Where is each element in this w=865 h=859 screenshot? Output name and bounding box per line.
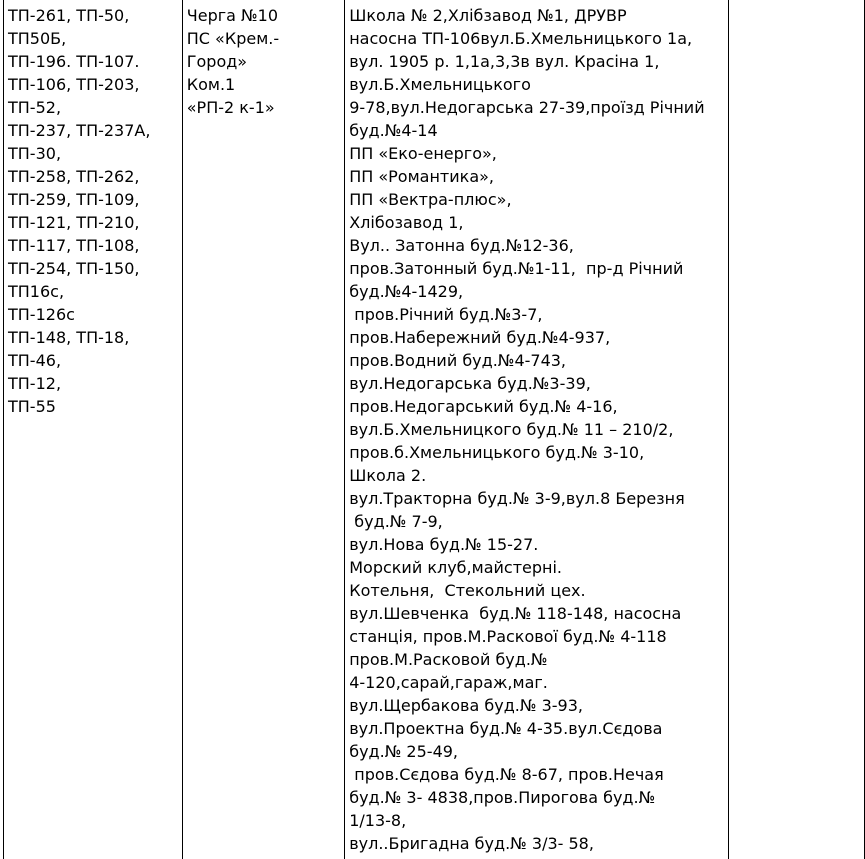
cell-line: пров.Недогарський буд.№ 4-16, xyxy=(349,397,618,416)
cell-line: Школа 2. xyxy=(349,466,427,485)
cell-line: пров.Набережний буд.№4-937, xyxy=(349,328,611,347)
cell-line: Хлібозавод 1, xyxy=(349,213,464,232)
cell-line: ТП50Б, xyxy=(8,29,67,48)
cell-line: буд.№ 7-9, xyxy=(349,512,443,531)
cell-line: ТП-121, ТП-210, xyxy=(8,213,140,232)
cell-line: станція, пров.М.Раскової буд.№ 4-118 xyxy=(349,627,667,646)
cell-line: ТП-126с xyxy=(8,305,75,324)
cell-line: вул.Щербакова буд.№ 3-93, xyxy=(349,696,583,715)
cell-line: буд.№ 25-49, xyxy=(349,742,459,761)
cell-line: ТП-254, ТП-150, xyxy=(8,259,140,278)
cell-line: вул..Бригадна буд.№ 3/3- 58, xyxy=(349,834,594,853)
cell-line: пров.Затонный буд.№1-11, пр-д Річний xyxy=(349,259,684,278)
cell-line: ТП16с, xyxy=(8,282,65,301)
cell-line: ТП-55 xyxy=(8,397,56,416)
cell-line: Вул.. Затонна буд.№12-36, xyxy=(349,236,574,255)
cell-line: Черга №10 xyxy=(186,6,279,25)
cell-line: ТП-237, ТП-237А, xyxy=(8,121,151,140)
cell-line: вул.Проектна буд.№ 4-35.вул.Сєдова xyxy=(349,719,663,738)
cell-line: ПП «Романтика», xyxy=(349,167,494,186)
cell-line: Город» xyxy=(186,52,248,71)
cell-line: 9-78,вул.Недогарська 27-39,проїзд Річний xyxy=(349,98,705,117)
cell-line: пров.М.Расковой буд.№ xyxy=(349,650,548,669)
cell-line: Морский клуб,майстерні. xyxy=(349,558,563,577)
addresses-cell xyxy=(345,0,729,859)
cell-line: пров.Річний буд.№3-7, xyxy=(349,305,543,324)
cell-line: буд.№ 3- 4838,пров.Пирогова буд.№ xyxy=(349,788,656,807)
cell-line: ТП-148, ТП-18, xyxy=(8,328,130,347)
cell-line: вул.Б.Хмельницкого буд.№ 11 – 210/2, xyxy=(349,420,674,439)
cell-line: буд.№4-14 xyxy=(349,121,438,140)
cell-line: насосна ТП-106вул.Б.Хмельницького 1а, xyxy=(349,29,693,48)
cell-line: ТП-258, ТП-262, xyxy=(8,167,140,186)
cell-line: ПП «Еко-енерго», xyxy=(349,144,497,163)
cell-line: пров.б.Хмельницького буд.№ 3-10, xyxy=(349,443,645,462)
empty-cell xyxy=(729,0,865,859)
cell-line: ПС «Крем.- xyxy=(186,29,280,48)
cell-line: «РП-2 к-1» xyxy=(186,98,275,117)
cell-line: пров.Водний буд.№4-743, xyxy=(349,351,567,370)
cell-line: ТП-259, ТП-109, xyxy=(8,190,140,209)
cell-line: буд.№4-1429, xyxy=(349,282,464,301)
cell-line: ТП-12, xyxy=(8,374,62,393)
cell-line: вул.Нова буд.№ 15-27. xyxy=(349,535,539,554)
cell-line: 4-120,сарай,гараж,маг. xyxy=(349,673,548,692)
table-row xyxy=(4,0,865,859)
substations-cell xyxy=(4,0,183,859)
cell-line: ПП «Вектра-плюс», xyxy=(349,190,512,209)
cell-line: ТП-30, xyxy=(8,144,62,163)
cell-line: пров.Сєдова буд.№ 8-67, пров.Нечая xyxy=(349,765,664,784)
queue-cell xyxy=(182,0,344,859)
cell-line: ТП-117, ТП-108, xyxy=(8,236,140,255)
cell-line: ТП-106, ТП-203, xyxy=(8,75,140,94)
cell-line: вул.Тракторна буд.№ 3-9,вул.8 Березня xyxy=(349,489,685,508)
cell-line: вул.Недогарська буд.№3-39, xyxy=(349,374,591,393)
cell-line: вул.Б.Хмельницького xyxy=(349,75,531,94)
cell-line: ТП-196. ТП-107. xyxy=(8,52,140,71)
cell-line: ТП-261, ТП-50, xyxy=(8,6,130,25)
cell-line: ТП-46, xyxy=(8,351,62,370)
outage-schedule-table xyxy=(3,0,865,859)
cell-line: Котельня, Стекольний цех. xyxy=(349,581,586,600)
cell-line: Школа № 2,Хлібзавод №1, ДРУВР xyxy=(349,6,627,25)
cell-line: Ком.1 xyxy=(186,75,236,94)
cell-line: 1/13-8, xyxy=(349,811,407,830)
cell-line: вул.Шевченка буд.№ 118-148, насосна xyxy=(349,604,682,623)
cell-line: вул. 1905 р. 1,1а,3,3в вул. Красіна 1, xyxy=(349,52,660,71)
cell-line: ТП-52, xyxy=(8,98,62,117)
